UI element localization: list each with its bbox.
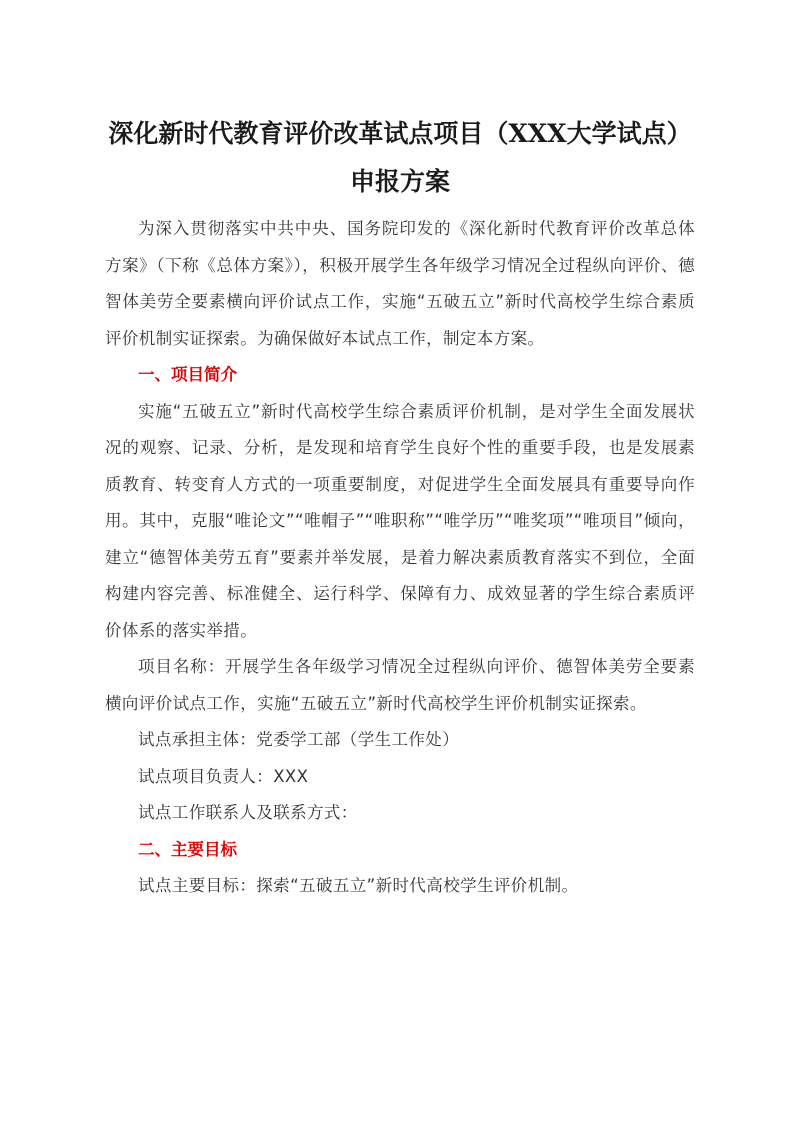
contact-line: 试点工作联系人及联系方式： [138, 803, 358, 822]
document-title: 深化新时代教育评价改革试点项目（XXX大学试点）申报方案 [108, 119, 692, 196]
section-heading-goals: 二、主要目标 [138, 839, 237, 859]
goals-paragraph: 试点主要目标：探索“五破五立”新时代高校学生评价机制。 [138, 876, 579, 895]
undertaker-line: 试点承担主体：党委学工部（学生工作处） [138, 730, 460, 749]
intro-paragraph: 为深入贯彻落实中共中央、国务院印发的《深化新时代教育评价改革总体方案》（下称《总体方案》），积极开展学生各年级学习情况全过程纵向评价、德智体美劳全要素横向评价试点工作，实施“五破五立”新时代高校学生综合素质评价机制实证探索。为确保做好本试点工作，制定本方案。 [105, 219, 695, 348]
project-name-paragraph: 项目名称：开展学生各年级学习情况全过程纵向评价、德智体美劳全要素横向评价试点工作，实施“五破五立”新时代高校学生评价机制实证探索。 [105, 657, 695, 713]
leader-line: 试点项目负责人：XXX [138, 766, 309, 786]
section-intro-paragraph: 实施“五破五立”新时代高校学生综合素质评价机制，是对学生全面发展状况的观察、记录、分析，是发现和培育学生良好个性的重要手段，也是发展素质教育、转变育人方式的一项重要制度，对促进学生全面发展具有重要导向作用。其中，克服“唯论文”“唯帽子”“唯职称”“唯学历”“唯奖项”“唯项目”倾向，建立“德智体美劳五育”要素并举发展，是着力解决素质教育落实不到位，全面构建内容完善、标准健全、运行科学、保障有力、成效显著的学生综合素质评价体系的落实举措。 [105, 401, 695, 640]
document-body [105, 211, 695, 905]
section-heading-intro: 一、项目简介 [138, 365, 237, 384]
